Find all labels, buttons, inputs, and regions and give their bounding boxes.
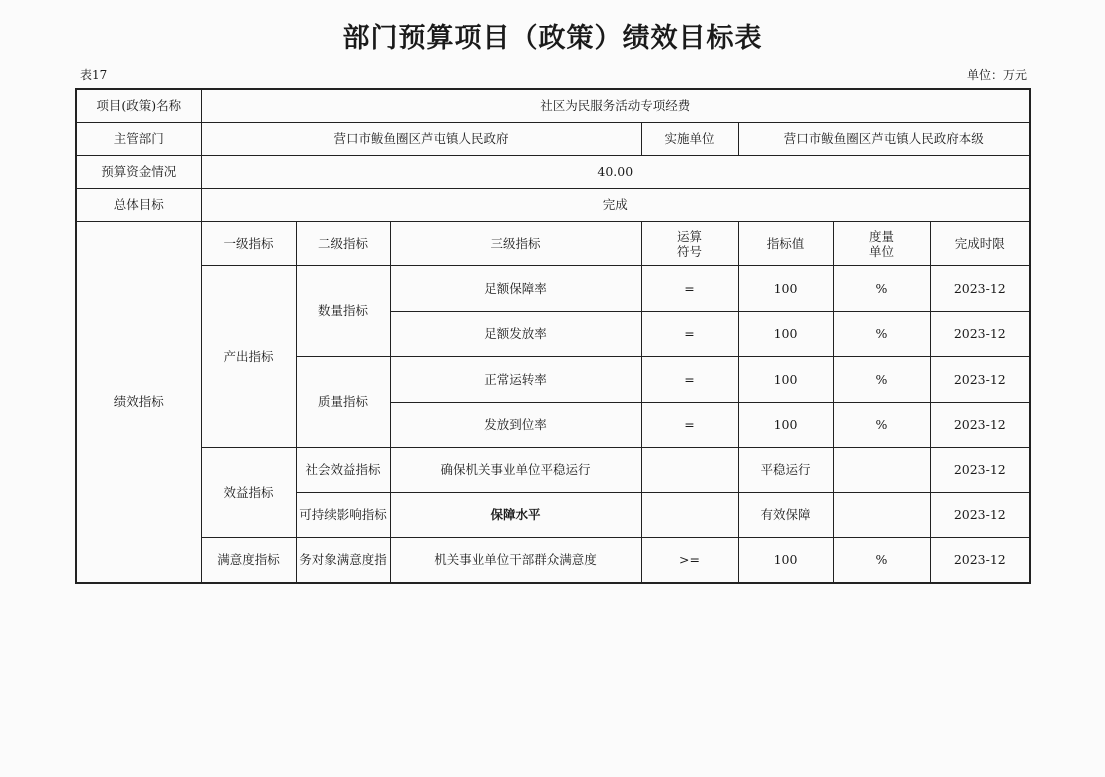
overall-goal-label: 总体目标 [76,189,201,222]
department-label: 主管部门 [76,123,201,156]
social-benefit-indicator: 社会效益指标 [296,448,390,493]
header-operator [641,222,738,266]
unit-label: 单位：万元 [966,68,1027,82]
item-unit [833,448,930,493]
project-name-row [76,89,1030,123]
budget-value: 40.00 [201,156,1030,189]
item-name: 足额发放率 [390,312,641,357]
table-number: 表17 [80,68,108,82]
item-deadline: 2023-12 [930,493,1030,538]
item-unit [833,493,930,538]
header-unit-line1: 度量 [868,228,894,244]
item-unit: % [833,357,930,403]
header-operator-line1: 运算 [676,228,702,244]
item-value: 平稳运行 [738,448,833,493]
item-value: 100 [738,266,833,312]
item-deadline: 2023-12 [930,403,1030,448]
header-operator-line2: 符号 [676,243,702,259]
item-operator: = [641,403,738,448]
header-row [76,222,1030,266]
performance-indicator-label: 绩效指标 [76,222,201,584]
header-level1: 一级指标 [201,222,296,266]
overall-goal-row [76,189,1030,222]
header-unit-line2: 单位 [868,243,894,259]
project-name-value: 社区为民服务活动专项经费 [201,89,1030,123]
overall-goal-value: 完成 [201,189,1030,222]
quantity-indicator: 数量指标 [296,266,390,357]
item-value: 有效保障 [738,493,833,538]
budget-row [76,156,1030,189]
item-operator: = [641,312,738,357]
item-deadline: 2023-12 [930,357,1030,403]
sustainable-impact-indicator: 可持续影响指标 [296,493,390,538]
item-value: 100 [738,357,833,403]
benefit-indicator: 效益指标 [201,448,296,538]
satisfaction-indicator: 满意度指标 [201,538,296,584]
department-row [76,123,1030,156]
item-deadline: 2023-12 [930,266,1030,312]
table-row [76,266,1030,312]
implementing-unit-value: 营口市鲅鱼圈区芦屯镇人民政府本级 [738,123,1030,156]
header-unit [833,222,930,266]
item-operator [641,448,738,493]
item-operator [641,493,738,538]
item-name: 发放到位率 [390,403,641,448]
performance-target-table [75,88,1031,584]
service-object-satisfaction-indicator: 务对象满意度指 [296,538,390,584]
page-title: 部门预算项目（政策）绩效目标表 [342,23,763,54]
item-deadline: 2023-12 [930,538,1030,584]
item-operator: = [641,357,738,403]
header-level3: 三级指标 [390,222,641,266]
table-row [76,448,1030,493]
item-value: 100 [738,538,833,584]
budget-label: 预算资金情况 [76,156,201,189]
item-operator: >= [641,538,738,584]
item-name: 机关事业单位干部群众满意度 [390,538,641,584]
item-value: 100 [738,312,833,357]
item-value: 100 [738,403,833,448]
item-name: 确保机关事业单位平稳运行 [390,448,641,493]
header-deadline: 完成时限 [930,222,1030,266]
item-name: 正常运转率 [390,357,641,403]
item-name: 足额保障率 [390,266,641,312]
item-unit: % [833,538,930,584]
project-name-label: 项目(政策)名称 [76,89,201,123]
item-unit: % [833,312,930,357]
item-unit: % [833,266,930,312]
quality-indicator: 质量指标 [296,357,390,448]
header-value: 指标值 [738,222,833,266]
item-deadline: 2023-12 [930,448,1030,493]
item-operator: = [641,266,738,312]
implementing-unit-label: 实施单位 [641,123,738,156]
item-deadline: 2023-12 [930,312,1030,357]
department-value: 营口市鲅鱼圈区芦屯镇人民政府 [201,123,641,156]
item-unit: % [833,403,930,448]
output-indicator: 产出指标 [201,266,296,448]
item-name: 保障水平 [390,493,641,538]
header-level2: 二级指标 [296,222,390,266]
table-row [76,538,1030,584]
